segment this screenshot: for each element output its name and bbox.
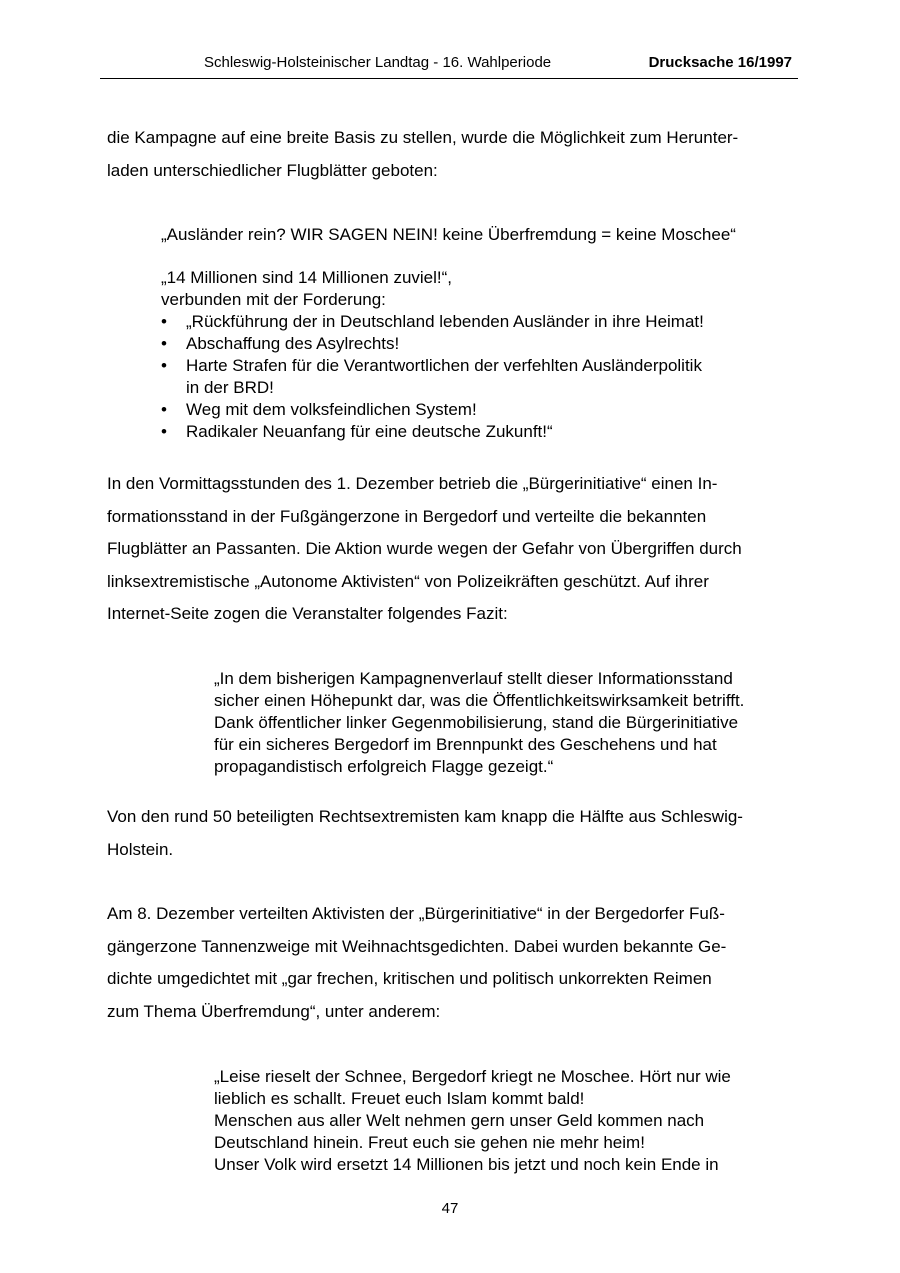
- demands-list: [161, 311, 781, 443]
- bullet-icon: •: [161, 400, 167, 419]
- quote-line: lieblich es schallt. Freuet euch Islam kommt bald!: [214, 1089, 585, 1108]
- bullet-icon: •: [161, 422, 167, 441]
- text-line: Holstein.: [107, 839, 174, 859]
- bullet-icon: •: [161, 356, 167, 375]
- text-line: Von den rund 50 beteiligten Rechtsextremisten kam knapp die Hälfte aus Schleswig-: [107, 807, 743, 826]
- bullet-icon: •: [161, 312, 167, 331]
- block-quote-conclusion: [214, 668, 794, 778]
- quote-line: Dank öffentlicher linker Gegenmobilisierung, stand die Bürgerinitiative: [214, 713, 739, 732]
- demand-text: Harte Strafen für die Verantwortlichen der verfehlten Ausländerpolitik: [186, 356, 702, 375]
- page-number: 47: [441, 1200, 459, 1217]
- quote-line: „In dem bisherigen Kampagnenverlauf stellt dieser Informationsstand: [214, 669, 733, 688]
- quote-line: Menschen aus aller Welt nehmen gern unser Geld kommen nach: [214, 1111, 705, 1130]
- text-line: Internet-Seite zogen die Veranstalter folgendes Fazit:: [107, 604, 508, 623]
- document-number: Drucksache 16/1997: [648, 54, 792, 71]
- text-line: formationsstand in der Fußgängerzone in Bergedorf und verteilte die bekannten: [107, 506, 707, 526]
- text-line: linksextremistische „Autonome Aktivisten“ von Polizeikräften geschützt. Auf ihrer: [107, 571, 709, 591]
- block-quote-poem: [214, 1066, 794, 1176]
- quote-line: für ein sicheres Bergedorf im Brennpunkt des Geschehens und hat: [214, 735, 717, 754]
- quote-line: sicher einen Höhepunkt dar, was die Öffentlichkeitswirksamkeit betrifft.: [214, 691, 745, 710]
- demand-text: „Rückführung der in Deutschland lebenden Ausländer in ihre Heimat!: [186, 312, 704, 331]
- text-line: Am 8. Dezember verteilten Aktivisten der „Bürgerinitiative“ in der Bergedorfer Fuß-: [107, 904, 725, 923]
- text-line: In den Vormittagsstunden des 1. Dezember betrieb die „Bürgerinitiative“ einen In-: [107, 474, 718, 493]
- bullet-icon: •: [161, 334, 167, 353]
- demand-text: Weg mit dem volksfeindlichen System!: [186, 400, 477, 419]
- flyer-line: verbunden mit der Forderung:: [161, 290, 386, 309]
- page-header: [100, 52, 798, 79]
- text-line: Flugblätter an Passanten. Die Aktion wurde wegen der Gefahr von Übergriffen durch: [107, 539, 742, 558]
- demand-item: [161, 421, 781, 443]
- quote-line: Unser Volk wird ersetzt 14 Millionen bis jetzt und noch kein Ende in: [214, 1155, 719, 1174]
- header-title: Schleswig-Holsteinischer Landtag - 16. Wahlperiode: [204, 54, 552, 71]
- text-line: zum Thema Überfremdung“, unter anderem:: [107, 1001, 441, 1021]
- quote-line: Deutschland hinein. Freut euch sie gehen nie mehr heim!: [214, 1133, 645, 1152]
- paragraph-december-8: [107, 898, 797, 1028]
- paragraph-participants: [107, 801, 797, 866]
- demand-item: [161, 355, 781, 399]
- flyer-line: „14 Millionen sind 14 Millionen zuviel!“,: [161, 268, 453, 287]
- demand-text: in der BRD!: [186, 378, 274, 397]
- flyer-slogan-2: [161, 267, 781, 443]
- text-line: laden unterschiedlicher Flugblätter geboten:: [107, 160, 438, 180]
- flyer-slogan-1: „Ausländer rein? WIR SAGEN NEIN! keine Überfremdung = keine Moschee“: [161, 225, 736, 244]
- quote-line: „Leise rieselt der Schnee, Bergedorf kriegt ne Moschee. Hört nur wie: [214, 1067, 731, 1086]
- text-line: gängerzone Tannenzweige mit Weihnachtsgedichten. Dabei wurden bekannte Ge-: [107, 936, 727, 956]
- demand-item: [161, 311, 781, 333]
- text-line: dichte umgedichtet mit „gar frechen, kritischen und politisch unkorrekten Reimen: [107, 969, 712, 988]
- demand-text: Abschaffung des Asylrechts!: [186, 334, 400, 353]
- paragraph-intro: [107, 122, 797, 187]
- demand-text: Radikaler Neuanfang für eine deutsche Zukunft!“: [186, 422, 553, 441]
- text-line: die Kampagne auf eine breite Basis zu stellen, wurde die Möglichkeit zum Herunter-: [107, 128, 739, 147]
- demand-item: [161, 399, 781, 421]
- quote-line: propagandistisch erfolgreich Flagge gezeigt.“: [214, 757, 554, 776]
- paragraph-info-stand: [107, 468, 797, 631]
- demand-item: [161, 333, 781, 355]
